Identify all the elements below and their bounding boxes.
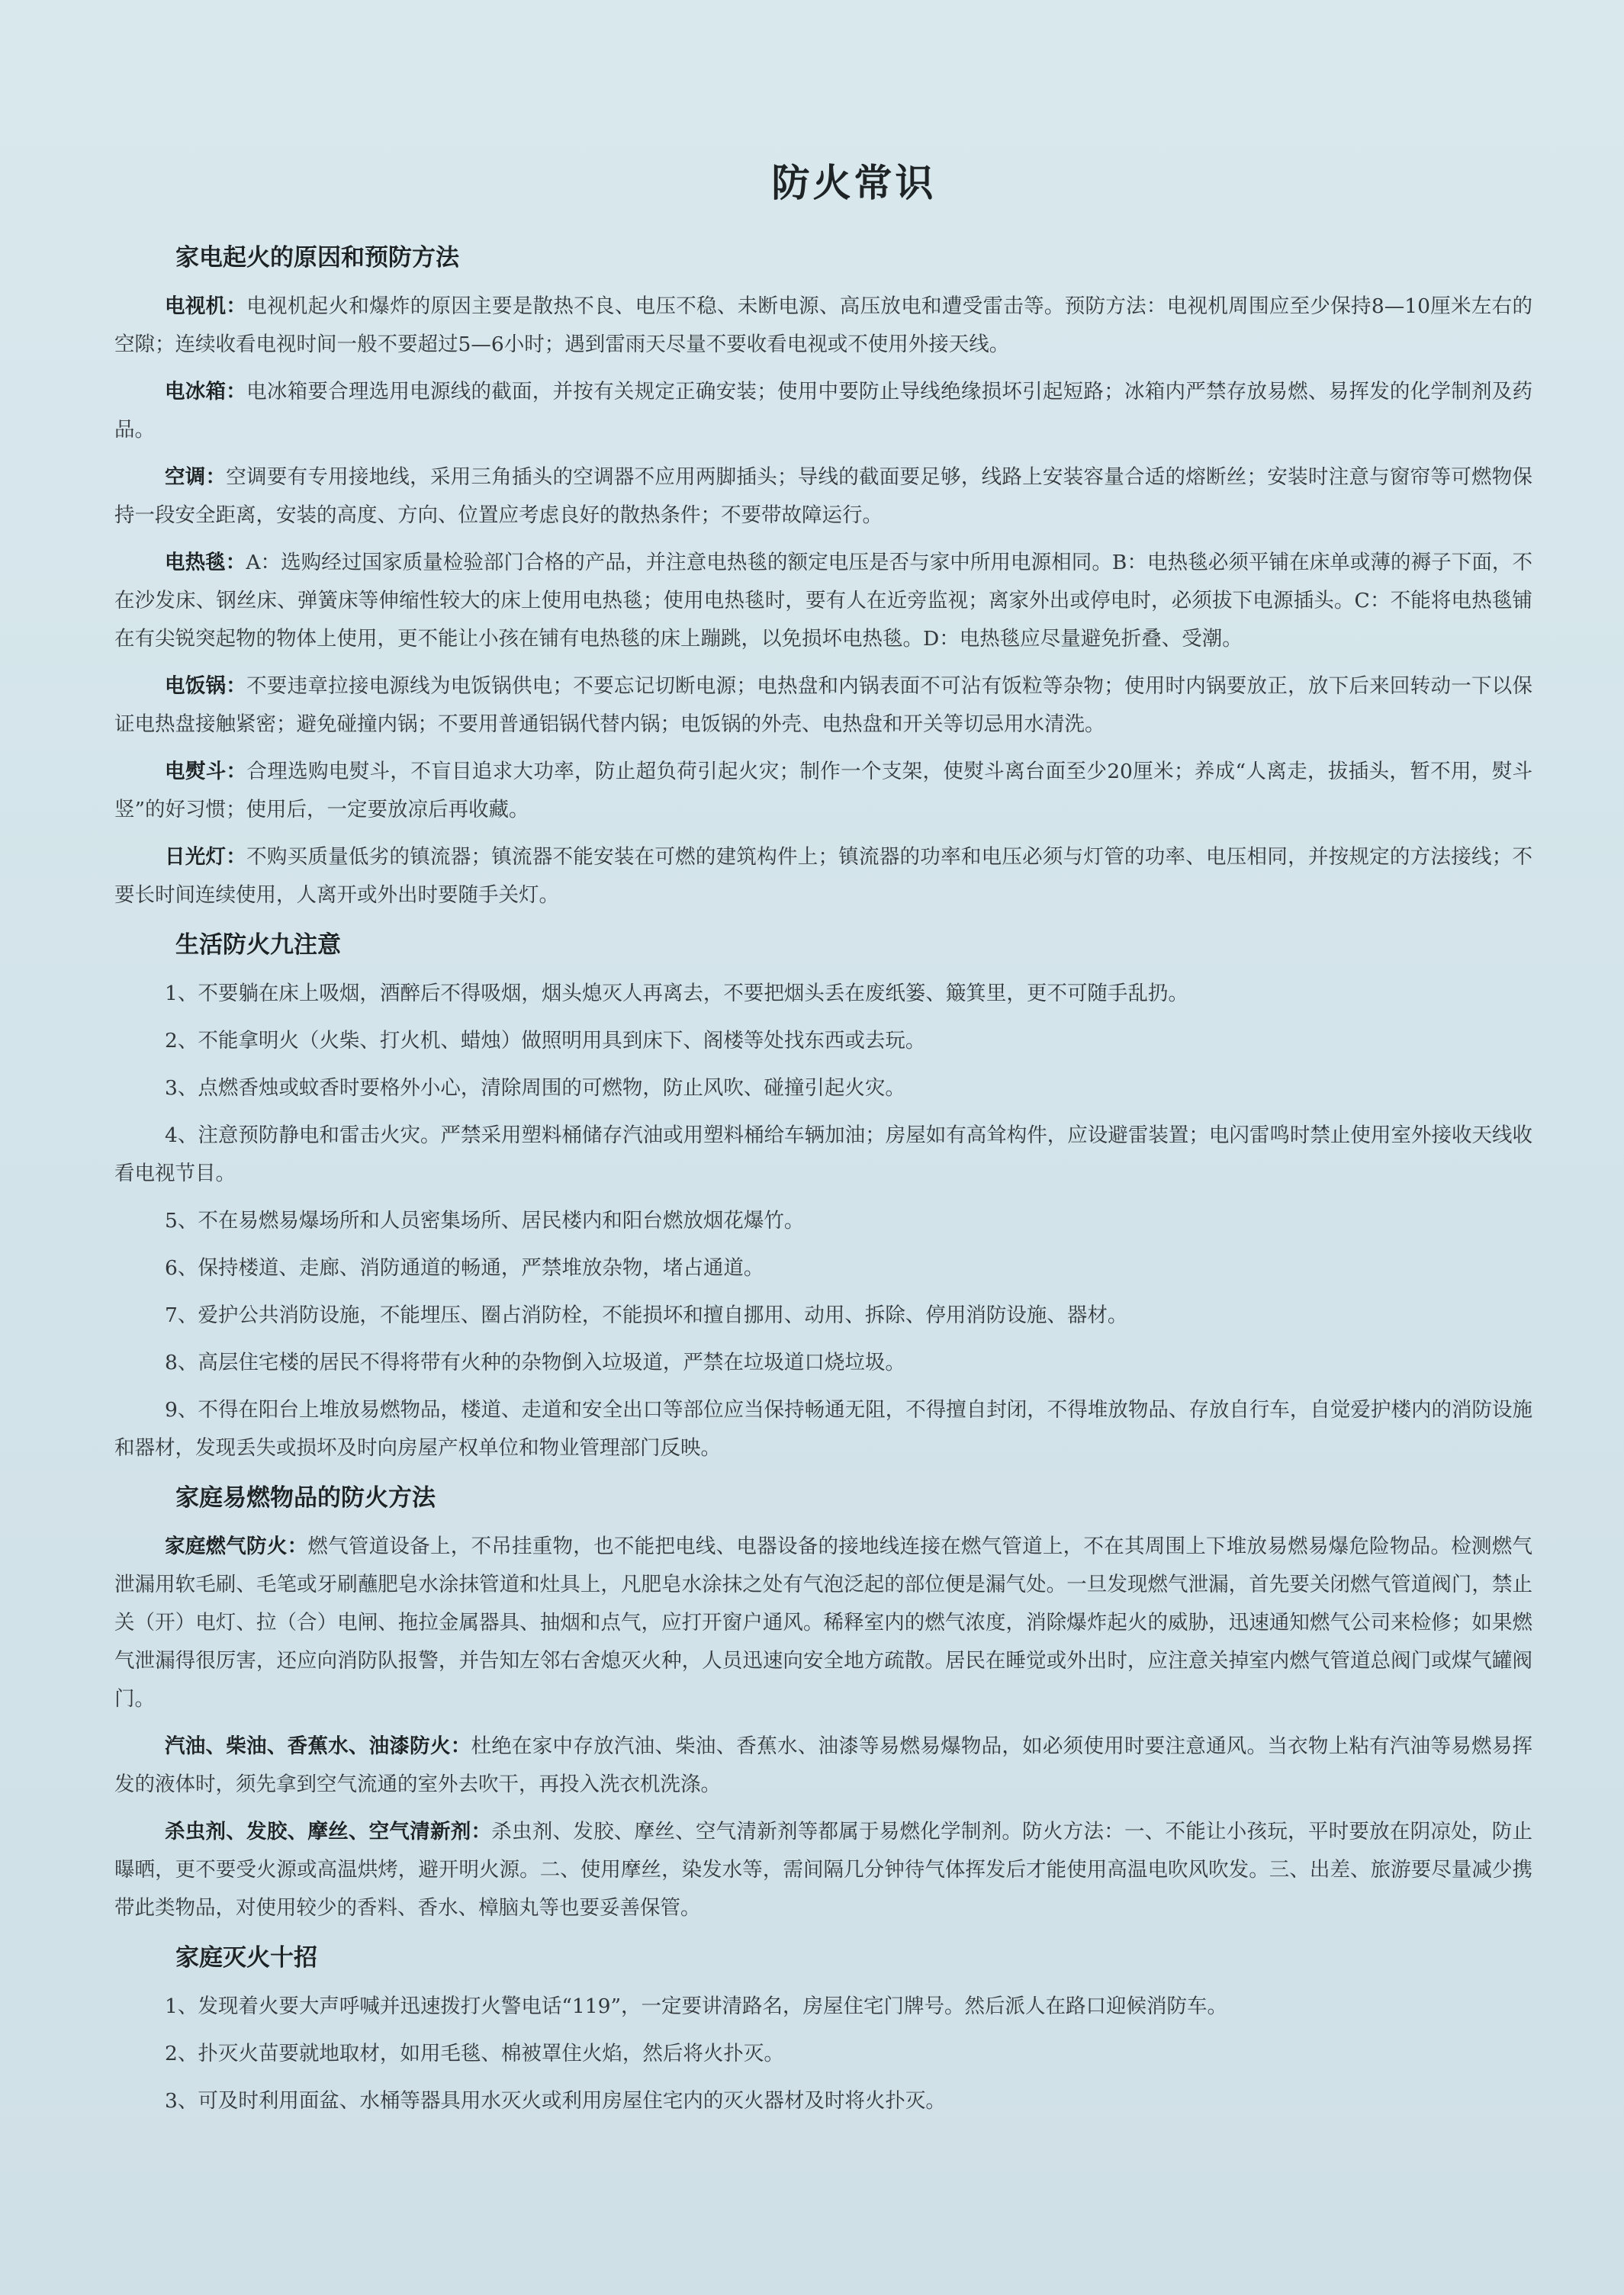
list-item: 2、扑灭火苗要就地取材，如用毛毯、棉被罩住火焰，然后将火扑灭。 bbox=[165, 2042, 784, 2065]
section-heading: 家庭灭火十招 bbox=[175, 1944, 317, 1972]
list-item: 4、注意预防静电和雷击火灾。严禁采用塑料桶储存汽油或用塑料桶给车辆加油；房屋如有高耸构件，应设避雷装置；电闪雷鸣时禁止使用室外接收天线收看电视节目。 bbox=[114, 1123, 1532, 1185]
section-extinguish bbox=[114, 1938, 1532, 2120]
list-item: 1、不要躺在床上吸烟，酒醉后不得吸烟，烟头熄灭人再离去，不要把烟头丢在废纸篓、簸箕里，更不可随手乱扔。 bbox=[165, 982, 1188, 1005]
list-item: 9、不得在阳台上堆放易燃物品，楼道、走道和安全出口等部位应当保持畅通无阻，不得擅自封闭，不得堆放物品、存放自行车，自觉爱护楼内的消防设施和器材，发现丢失或损坏及时向房屋产权单位和物业管理部门反映。 bbox=[114, 1398, 1532, 1460]
paragraph-fridge: 电冰箱：电冰箱要合理选用电源线的截面，并按有关规定正确安装；使用中要防止导线绝缘损坏引起短路；冰箱内严禁存放易燃、易挥发的化学制剂及药品。 bbox=[114, 380, 1533, 442]
section-appliances bbox=[114, 238, 1532, 914]
paragraph-iron: 电熨斗：合理选购电熨斗，不盲目追求大功率，防止超负荷引起火灾；制作一个支架，使熨斗离台面至少20厘米；养成“人离走，拔插头，暂不用，熨斗竖”的好习惯；使用后，一定要放凉后再收藏。 bbox=[114, 760, 1533, 821]
list-item: 2、不能拿明火（火柴、打火机、蜡烛）做照明用具到床下、阁楼等处找东西或去玩。 bbox=[165, 1029, 926, 1053]
paragraph-aerosol: 杀虫剂、发胶、摩丝、空气清新剂：杀虫剂、发胶、摩丝、空气清新剂等都属于易燃化学制剂。防火方法：一、不能让小孩玩，平时要放在阴凉处，防止曝晒，更不要受火源或高温烘烤，避开明火源。二、使用摩丝，染发水等，需间隔几分钟待气体挥发后才能使用高温电吹风吹发。三、出差、旅游要尽量减少携带此类物品，对使用较少的香料、香水、樟脑丸等也要妥善保管。 bbox=[114, 1820, 1533, 1920]
paragraph-tv: 电视机：电视机起火和爆炸的原因主要是散热不良、电压不稳、未断电源、高压放电和遭受雷击等。预防方法：电视机周围应至少保持8—10厘米左右的空隙；连续收看电视时间一般不要超过5—6小时；遇到雷雨天尽量不要收看电视或不使用外接天线。 bbox=[114, 294, 1532, 356]
section-heading: 家电起火的原因和预防方法 bbox=[175, 244, 459, 272]
paragraph-blanket: 电热毯：A：选购经过国家质量检验部门合格的产品，并注意电热毯的额定电压是否与家中所用电源相同。B：电热毯必须平铺在床单或薄的褥子下面，不在沙发床、钢丝床、弹簧床等伸缩性较大的床上使用电热毯；使用电热毯时，要有人在近旁监视；离家外出或停电时，必须拔下电源插头。C：不能将电热毯铺在有尖锐突起物的物体上使用，更不能让小孩在铺有电热毯的床上蹦跳，以免损坏电热毯。D：电热毯应尽量避免折叠、受潮。 bbox=[114, 551, 1532, 651]
section-heading: 生活防火九注意 bbox=[175, 931, 341, 959]
list-item: 3、点燃香烛或蚊香时要格外小心，清除周围的可燃物，防止风吹、碰撞引起火灾。 bbox=[165, 1076, 905, 1100]
list bbox=[114, 975, 1532, 1467]
section-flammables bbox=[114, 1478, 1532, 1927]
list-item: 8、高层住宅楼的居民不得将带有火种的杂物倒入垃圾道，严禁在垃圾道口烧垃圾。 bbox=[165, 1351, 905, 1374]
list-item: 5、不在易燃易爆场所和人员密集场所、居民楼内和阳台燃放烟花爆竹。 bbox=[165, 1209, 805, 1233]
list bbox=[114, 1988, 1532, 2120]
paragraph-ricecooker: 电饭锅：不要违章拉接电源线为电饭锅供电；不要忘记切断电源；电热盘和内锅表面不可沾有饭粒等杂物；使用时内锅要放正，放下后来回转动一下以保证电热盘接触紧密；避免碰撞内锅；不要用普通铝锅代替内锅；电饭锅的外壳、电热盘和开关等切忌用水清洗。 bbox=[114, 674, 1533, 736]
paragraph-oil: 汽油、柴油、香蕉水、油漆防火：杜绝在家中存放汽油、柴油、香蕉水、油漆等易燃易爆物品，如必须使用时要注意通风。当衣物上粘有汽油等易燃易挥发的液体时，须先拿到空气流通的室外去吹干，再投入洗衣机洗涤。 bbox=[114, 1734, 1533, 1796]
list-item: 7、爱护公共消防设施，不能埋压、圈占消防栓，不能损坏和擅自挪用、动用、拆除、停用消防设施、器材。 bbox=[165, 1303, 1128, 1327]
paragraph-gas: 家庭燃气防火：燃气管道设备上，不吊挂重物，也不能把电线、电器设备的接地线连接在燃气管道上，不在其周围上下堆放易燃易爆危险物品。检测燃气泄漏用软毛刷、毛笔或牙刷蘸肥皂水涂抹管道和灶具上，凡肥皂水涂抹之处有气泡泛起的部位便是漏气处。一旦发现燃气泄漏，首先要关闭燃气管道阀门，禁止关（开）电灯、拉（合）电闸、拖拉金属器具、抽烟和点气，应打开窗户通风。稀释室内的燃气浓度，消除爆炸起火的威胁，迅速通知燃气公司来检修；如果燃气泄漏得很厉害，还应向消防队报警，并告知左邻右舍熄灭火种，人员迅速向安全地方疏散。居民在睡觉或外出时，应注意关掉室内燃气管道总阀门或煤气罐阀门。 bbox=[114, 1535, 1533, 1711]
list-item: 3、可及时利用面盆、水桶等器具用水灭火或利用房屋住宅内的灭火器材及时将火扑灭。 bbox=[165, 2089, 946, 2113]
section-heading: 家庭易燃物品的防火方法 bbox=[175, 1484, 436, 1512]
paragraph-aircon: 空调：空调要有专用接地线，采用三角插头的空调器不应用两脚插头；导线的截面要足够，线路上安装容量合适的熔断丝；安装时注意与窗帘等可燃物保持一段安全距离，安装的高度、方向、位置应考虑良好的散热条件；不要带故障运行。 bbox=[114, 465, 1533, 527]
page-title: 防火常识 bbox=[771, 160, 937, 205]
list-item: 1、发现着火要大声呼喊并迅速拨打火警电话“119”，一定要讲清路名，房屋住宅门牌号。然后派人在路口迎候消防车。 bbox=[165, 1994, 1228, 2018]
section-life bbox=[114, 925, 1532, 1467]
paragraph-lamp: 日光灯：不购买质量低劣的镇流器；镇流器不能安装在可燃的建筑构件上；镇流器的功率和电压必须与灯管的功率、电压相同，并按规定的方法接线；不要长时间连续使用，人离开或外出时要随手关灯。 bbox=[114, 845, 1533, 907]
list-item: 6、保持楼道、走廊、消防通道的畅通，严禁堆放杂物，堵占通道。 bbox=[165, 1256, 764, 1280]
